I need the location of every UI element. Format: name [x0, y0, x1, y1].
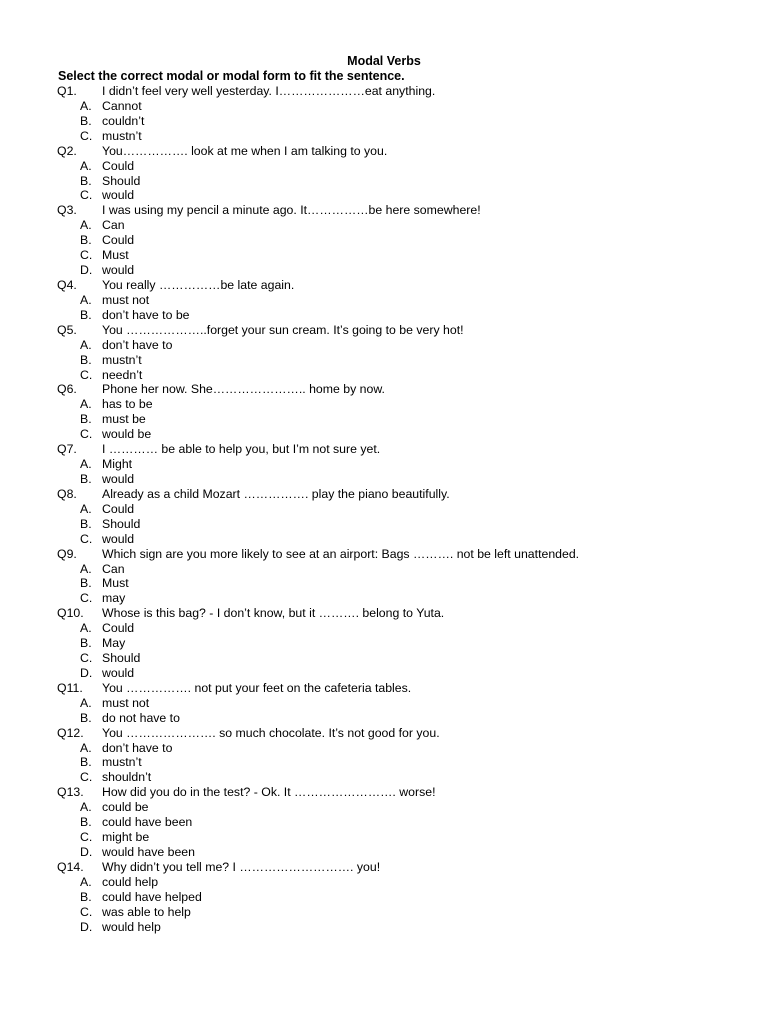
option-text: Should [102, 173, 141, 188]
option-letter: C. [80, 128, 93, 143]
question-text: Why didn’t you tell me? I ………………………. you! [102, 859, 381, 874]
option-text: would [102, 665, 135, 680]
answer-option [0, 576, 768, 591]
answer-option [0, 562, 768, 577]
answer-option [0, 159, 768, 174]
question-text: Phone her now. She………………….. home by now. [102, 382, 385, 397]
worksheet-instructions: Select the correct modal or modal form to fit the sentence. [58, 69, 405, 83]
option-letter: C. [80, 591, 93, 606]
question-text: Already as a child Mozart ……………. play the piano beautifully. [102, 486, 450, 501]
answer-option [0, 293, 768, 308]
option-letter: B. [80, 516, 92, 531]
question-number: Q13. [57, 785, 84, 800]
answer-option [0, 338, 768, 353]
answer-option [0, 412, 768, 427]
question-text: You ……………. not put your feet on the cafeteria tables. [102, 680, 412, 695]
question-8 [0, 487, 768, 502]
option-text: would [102, 471, 135, 486]
option-letter: D. [80, 665, 93, 680]
option-text: Cannot [102, 98, 142, 113]
option-letter: A. [80, 501, 92, 516]
question-10 [0, 606, 768, 621]
question-2 [0, 144, 768, 159]
option-text: Must [102, 248, 129, 263]
answer-option [0, 621, 768, 636]
option-text: Should [102, 516, 141, 531]
option-text: needn’t [102, 367, 143, 382]
answer-option [0, 502, 768, 517]
option-text: could help [102, 874, 159, 889]
option-text: Might [102, 457, 133, 472]
option-text: mustn’t [102, 352, 142, 367]
option-text: could have helped [102, 889, 202, 904]
question-text: Whose is this bag? - I don’t know, but it ………. belong to Yuta. [102, 606, 445, 621]
option-letter: A. [80, 98, 92, 113]
option-letter: C. [80, 531, 93, 546]
answer-option [0, 368, 768, 383]
option-letter: A. [80, 292, 92, 307]
option-text: don’t have to be [102, 307, 190, 322]
option-letter: B. [80, 173, 92, 188]
question-text: I ………… be able to help you, but I’m not sure yet. [102, 442, 381, 457]
option-letter: B. [80, 636, 92, 651]
option-text: May [102, 636, 126, 651]
answer-option [0, 905, 768, 920]
question-number: Q9. [57, 546, 77, 561]
option-text: has to be [102, 397, 153, 412]
answer-option [0, 233, 768, 248]
option-text: Could [102, 233, 135, 248]
option-letter: B. [80, 352, 92, 367]
answer-option [0, 770, 768, 785]
question-text: You ………………..forget your sun cream. It’s going to be very hot! [102, 322, 464, 337]
question-number: Q4. [57, 277, 77, 292]
answer-option [0, 188, 768, 203]
option-letter: D. [80, 263, 93, 278]
answer-option [0, 397, 768, 412]
answer-option [0, 457, 768, 472]
answer-option [0, 875, 768, 890]
option-letter: C. [80, 248, 93, 263]
question-number: Q6. [57, 382, 77, 397]
answer-option [0, 815, 768, 830]
option-letter: D. [80, 919, 93, 934]
question-number: Q3. [57, 203, 77, 218]
option-text: mustn’t [102, 755, 142, 770]
answer-option [0, 651, 768, 666]
question-text: I was using my pencil a minute ago. It……………be here somewhere! [102, 203, 481, 218]
question-number: Q10. [57, 606, 84, 621]
option-text: don’t have to [102, 740, 173, 755]
answer-option [0, 218, 768, 233]
option-letter: B. [80, 755, 92, 770]
option-letter: B. [80, 113, 92, 128]
option-letter: C. [80, 427, 93, 442]
answer-option [0, 636, 768, 651]
answer-option [0, 696, 768, 711]
option-letter: C. [80, 651, 93, 666]
answer-option [0, 99, 768, 114]
question-4 [0, 278, 768, 293]
option-text: mustn’t [102, 128, 142, 143]
question-text: I didn’t feel very well yesterday. I…………………eat anything. [102, 84, 436, 98]
option-letter: D. [80, 845, 93, 860]
answer-option [0, 174, 768, 189]
option-text: would be [102, 427, 152, 442]
question-text: You……………. look at me when I am talking to you. [102, 143, 388, 158]
option-letter: C. [80, 367, 93, 382]
option-text: was able to help [102, 904, 191, 919]
question-number: Q12. [57, 725, 84, 740]
question-text: How did you do in the test? - Ok. It ……………………. worse! [102, 785, 436, 800]
option-text: must not [102, 695, 150, 710]
question-13 [0, 785, 768, 800]
option-letter: B. [80, 815, 92, 830]
option-text: couldn’t [102, 113, 145, 128]
answer-option [0, 263, 768, 278]
answer-option [0, 845, 768, 860]
option-text: could be [102, 800, 149, 815]
question-number: Q1. [57, 84, 77, 98]
option-letter: A. [80, 218, 92, 233]
answer-option [0, 308, 768, 323]
question-1 [0, 84, 768, 99]
option-text: must be [102, 412, 146, 427]
answer-option [0, 591, 768, 606]
question-9 [0, 547, 768, 562]
answer-option [0, 711, 768, 726]
question-number: Q14. [57, 859, 84, 874]
option-text: might be [102, 830, 150, 845]
answer-option [0, 248, 768, 263]
option-letter: A. [80, 800, 92, 815]
option-text: must not [102, 292, 150, 307]
answer-option [0, 532, 768, 547]
option-letter: A. [80, 874, 92, 889]
question-14 [0, 860, 768, 875]
question-12 [0, 726, 768, 741]
option-letter: B. [80, 889, 92, 904]
question-text: Which sign are you more likely to see at an airport: Bags ………. not be left unattended. [102, 546, 580, 561]
option-letter: A. [80, 695, 92, 710]
question-number: Q7. [57, 442, 77, 457]
option-text: don’t have to [102, 337, 173, 352]
option-text: may [102, 591, 126, 606]
answer-option [0, 741, 768, 756]
option-letter: B. [80, 307, 92, 322]
option-text: could have been [102, 815, 193, 830]
option-letter: A. [80, 158, 92, 173]
question-number: Q2. [57, 143, 77, 158]
answer-option [0, 129, 768, 144]
option-text: Could [102, 158, 135, 173]
option-text: do not have to [102, 710, 180, 725]
option-text: Must [102, 576, 129, 591]
option-text: Could [102, 501, 135, 516]
answer-option [0, 114, 768, 129]
option-letter: B. [80, 471, 92, 486]
option-letter: C. [80, 830, 93, 845]
option-text: Can [102, 218, 125, 233]
question-number: Q11. [57, 680, 83, 695]
answer-option [0, 800, 768, 815]
answer-option [0, 353, 768, 368]
question-7 [0, 442, 768, 457]
option-letter: A. [80, 621, 92, 636]
answer-option [0, 427, 768, 442]
answer-option [0, 830, 768, 845]
question-list [0, 84, 768, 935]
option-letter: B. [80, 710, 92, 725]
answer-option [0, 517, 768, 532]
question-text: You really ……………be late again. [102, 277, 295, 292]
question-number: Q8. [57, 486, 77, 501]
worksheet-title: Modal Verbs [347, 54, 421, 68]
option-letter: C. [80, 188, 93, 203]
answer-option [0, 666, 768, 681]
option-text: would [102, 263, 135, 278]
question-number: Q5. [57, 322, 77, 337]
option-letter: C. [80, 904, 93, 919]
answer-option [0, 890, 768, 905]
option-text: would have been [102, 845, 195, 860]
option-letter: B. [80, 412, 92, 427]
option-text: Can [102, 561, 125, 576]
option-text: shouldn’t [102, 770, 152, 785]
option-letter: A. [80, 457, 92, 472]
answer-option [0, 755, 768, 770]
option-letter: A. [80, 561, 92, 576]
question-text: You …………………. so much chocolate. It’s not good for you. [102, 725, 440, 740]
option-letter: C. [80, 770, 93, 785]
question-5 [0, 323, 768, 338]
answer-option [0, 920, 768, 935]
option-letter: A. [80, 337, 92, 352]
option-letter: A. [80, 397, 92, 412]
option-text: would [102, 531, 135, 546]
answer-option [0, 472, 768, 487]
question-3 [0, 203, 768, 218]
option-text: would help [102, 919, 161, 934]
option-text: Should [102, 651, 141, 666]
option-letter: A. [80, 740, 92, 755]
option-text: would [102, 188, 135, 203]
question-11 [0, 681, 768, 696]
option-letter: B. [80, 233, 92, 248]
option-text: Could [102, 621, 135, 636]
question-6 [0, 382, 768, 397]
option-letter: B. [80, 576, 92, 591]
